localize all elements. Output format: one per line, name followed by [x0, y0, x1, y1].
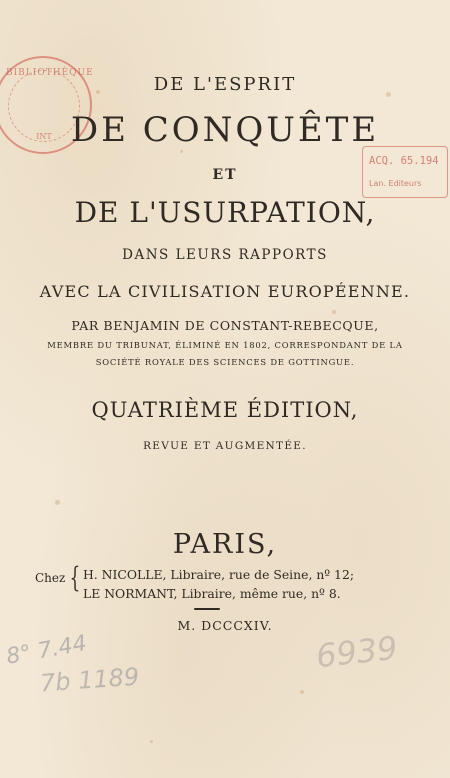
title-line-4: DE L'USURPATION, — [74, 196, 376, 229]
title-line-2: DE CONQUÊTE — [70, 110, 380, 150]
pencil-shelfmark-1: 8° 7.44 — [4, 631, 89, 670]
subtitle-line-2: AVEC LA CIVILISATION EUROPÉENNE. — [39, 282, 411, 301]
year-line: M. DCCCXIV. — [177, 618, 273, 633]
edition-line: QUATRIÈME ÉDITION, — [91, 398, 359, 422]
stamp-text-bottom: INT — [36, 132, 52, 141]
pencil-shelfmark-3: 6939 — [314, 628, 400, 676]
publisher-1: H. NICOLLE, Libraire, rue de Seine, nº 12; — [83, 567, 355, 582]
foxing-spot — [300, 690, 304, 694]
acquisition-number: ACQ. 65.194 — [369, 155, 439, 167]
author-title-2: SOCIÉTÉ ROYALE DES SCIENCES DE GOTTINGUE. — [95, 357, 355, 367]
publisher-2: LE NORMANT, Libraire, même rue, nº 8. — [83, 586, 341, 601]
ornament-rule — [194, 608, 220, 610]
publishers-block — [83, 565, 354, 603]
pencil-shelfmark-2: 7b 1189 — [39, 662, 141, 698]
subtitle-line-1: DANS LEURS RAPPORTS — [122, 247, 328, 263]
stamp-text-top: BIBLIOTHÈQUE — [6, 68, 94, 78]
brace-glyph: { — [69, 561, 81, 594]
foxing-spot — [55, 500, 60, 505]
author-title-1: MEMBRE DU TRIBUNAT, ÉLIMINÉ EN 1802, CORRESPONDANT DE LA — [47, 340, 403, 350]
author-line: PAR BENJAMIN DE CONSTANT-REBECQUE, — [71, 318, 379, 333]
acquisition-source: Lan. Editeurs — [369, 179, 422, 188]
city-line: PARIS, — [172, 529, 278, 560]
chez-label: Chez — [35, 571, 66, 585]
title-line-1: DE L'ESPRIT — [153, 74, 297, 95]
foxing-spot — [180, 150, 183, 153]
foxing-spot — [332, 310, 336, 314]
edition-note: REVUE ET AUGMENTÉE. — [143, 440, 307, 452]
title-line-3: ET — [212, 167, 238, 183]
foxing-spot — [150, 740, 153, 743]
